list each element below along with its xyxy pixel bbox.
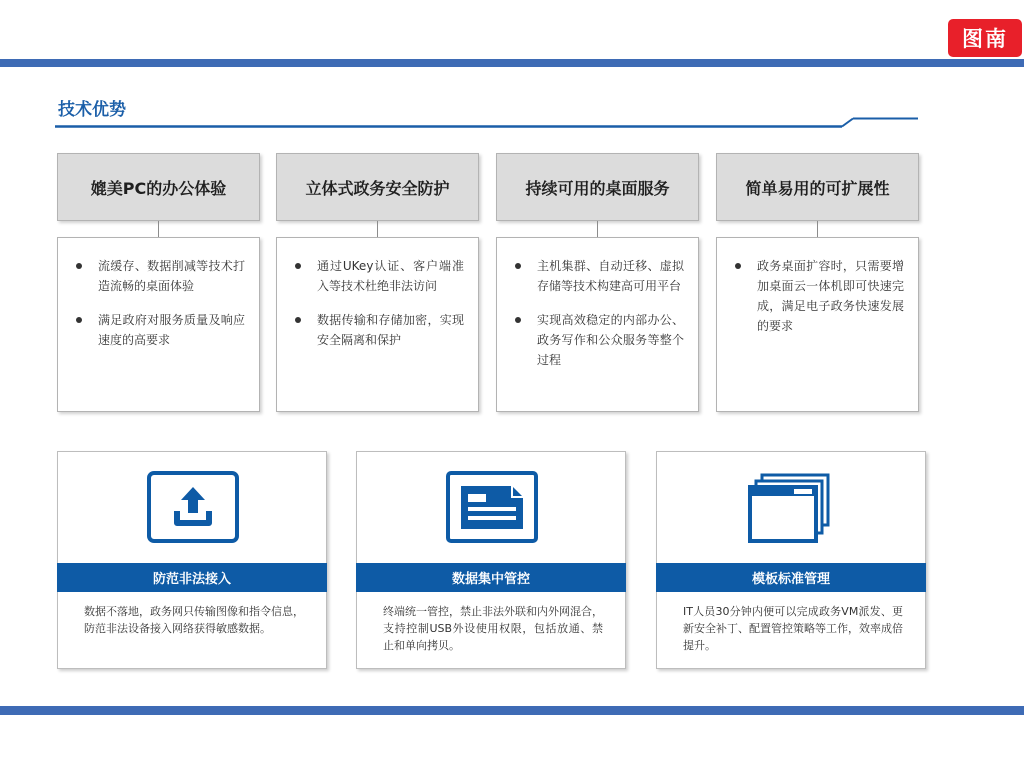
- section-title: 技术优势: [58, 100, 126, 120]
- card-connector: [158, 221, 159, 237]
- feature-description: IT人员30分钟内便可以完成政务VM派发、更新安全补丁、配置管控策略等工作，效率成倍提升。: [683, 605, 903, 652]
- feature-title: 防范非法接入: [57, 563, 327, 592]
- bullet-item: 实现高效稳定的内部办公、政务写作和公众服务等整个过程: [513, 310, 684, 370]
- brand-logo: [948, 19, 1022, 57]
- card-head-scalability: 简单易用的可扩展性: [716, 153, 919, 221]
- feature-description: 终端统一管控，禁止非法外联和内外网混合，支持控制USB外设使用权限，包括放通、禁止和单向拷贝。: [383, 605, 603, 652]
- document-panel-icon: [446, 471, 538, 543]
- card-head-availability: 持续可用的桌面服务: [496, 153, 699, 221]
- feature-title: 数据集中管控: [356, 563, 626, 592]
- card-body-scalability: [716, 237, 919, 412]
- top-divider-bar: [0, 59, 1024, 67]
- card-connector: [817, 221, 818, 237]
- bullet-item: 满足政府对服务质量及响应速度的高要求: [74, 310, 245, 350]
- card-body-office-experience: [57, 237, 260, 412]
- card-body-availability: [496, 237, 699, 412]
- upload-tray-icon: [147, 471, 239, 543]
- bullet-item: 政务桌面扩容时，只需要增加桌面云一体机即可快速完成，满足电子政务快速发展的要求: [733, 256, 904, 336]
- feature-card-data-control: [356, 451, 626, 669]
- card-connector: [597, 221, 598, 237]
- card-connector: [377, 221, 378, 237]
- bullet-item: 主机集群、自动迁移、虚拟存储等技术构建高可用平台: [513, 256, 684, 296]
- feature-card-template-management: [656, 451, 926, 669]
- bullet-item: 流缓存、数据削减等技术打造流畅的桌面体验: [74, 256, 245, 296]
- logo-text: 图南: [962, 26, 1008, 51]
- feature-card-access-control: [57, 451, 327, 669]
- feature-description: 数据不落地，政务网只传输图像和指令信息，防范非法设备接入网络获得敏感数据。: [84, 605, 304, 635]
- card-head-security: 立体式政务安全防护: [276, 153, 479, 221]
- feature-title: 模板标准管理: [656, 563, 926, 592]
- bullet-item: 数据传输和存储加密，实现安全隔离和保护: [293, 310, 464, 350]
- bottom-divider-bar: [0, 706, 1024, 715]
- bullet-item: 通过UKey认证、客户端准入等技术杜绝非法访问: [293, 256, 464, 296]
- title-underline: [55, 117, 920, 129]
- card-head-office-experience: 媲美PC的办公体验: [57, 153, 260, 221]
- stacked-windows-icon: [746, 471, 838, 543]
- card-body-security: [276, 237, 479, 412]
